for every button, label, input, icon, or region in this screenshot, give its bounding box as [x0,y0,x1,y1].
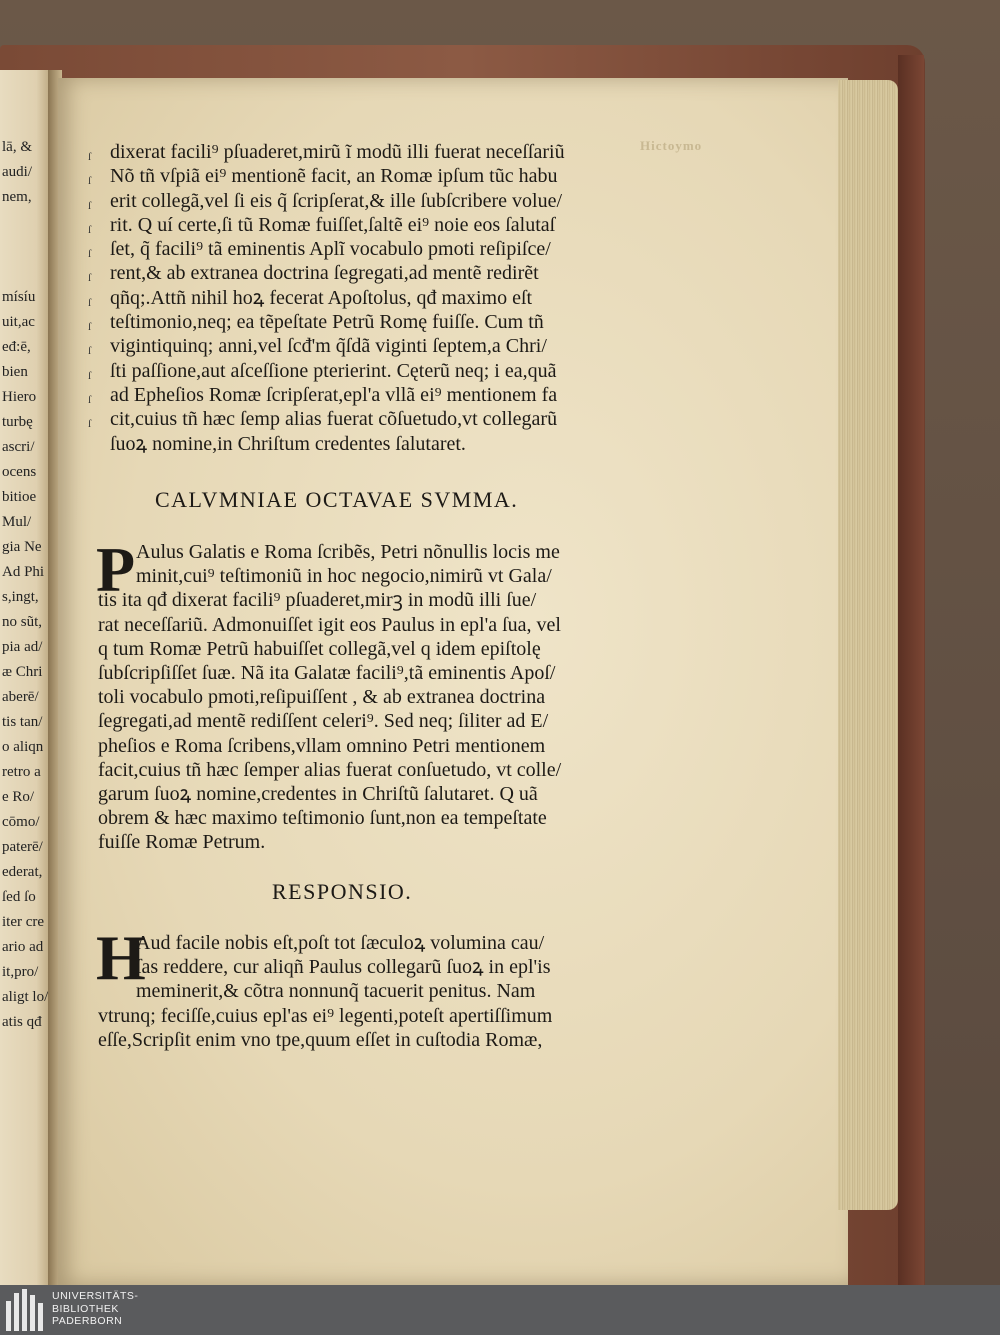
left-page-fragment: bien [2,364,28,380]
text-line: obrem & hæc maximo teſtimonio ſunt,non ea tempeſtate [98,807,547,830]
left-page-fragment: ario ad [2,939,44,955]
margin-marks: ſ ſ ſ ſ ſ ſ ſ ſ ſ ſ ſ ſ [88,151,92,431]
text-line: qñq;.Attñ nihil hoꝝ fecerat Apoſtolus, qđ maximo eſt [110,286,533,309]
text-line: ſet, q̃ facili⁹ tã eminentis Aplĩ vocabulo pmoti reſipiſce/ [110,238,551,261]
left-page-fragment: paterē/ [2,839,43,855]
left-page-fragment: pia ad/ [2,639,43,655]
left-page-fragment: tis tan/ [2,714,43,730]
left-page-fragment: no sũt, [2,614,43,630]
left-page-fragment: gia Ne [2,539,42,555]
library-name-line: UNIVERSITÄTS- [52,1290,139,1302]
library-logo-icon [6,1289,46,1331]
left-page-fragment: ſed ſo [2,889,36,905]
text-line: Aud facile nobis eſt,poſt tot ſæculoꝝ volumina cau/ [136,932,545,954]
library-name-line: PADERBORN [52,1315,123,1327]
library-name-line: BIBLIOTHEK [52,1302,119,1315]
text-line: cit,cuius tñ hæc ſemp alias fuerat cõſuetudo,vt collegarũ [110,408,558,431]
text-line: facit,cuius tñ hæc ſemper alias fuerat conſuetudo, vt colle/ [98,758,562,781]
left-page-fragment: ocens [2,464,37,480]
left-page-fragment: Ad Phi [2,564,45,580]
left-page-fragment: lā, & [2,139,32,155]
text-line: Aulus Galatis e Roma ſcribẽs, Petri nõnullis locis me [136,541,560,563]
fore-edge [838,80,898,1210]
text-line: rit. Q uí certe,ſi tũ Romæ fuiſſet,ſaltẽ ei⁹ noie eos ſalutaſ [110,213,556,236]
left-page-fragment: it,pro/ [2,964,39,980]
heading-responsio: RESPONSIO. [272,879,413,904]
dropcap-p: P [96,534,136,605]
text-line: vigintiquinq; anni,vel ſcđ'm q̃ſdã viginti ſeptem,a Chri/ [110,335,547,358]
left-page-fragment: ascri/ [2,439,35,455]
show-through-header: Hictoymo [640,138,703,153]
text-line: tis ita qđ dixerat facili⁹ pſuaderet,mirꝫ in modũ illi ſue/ [98,589,537,612]
left-page-fragment: eđ:ē, [2,339,31,355]
left-page-fragment: ederat, [2,864,43,880]
text-line: q tum Romæ Petrũ habuiſſet collegã,vel q idem epiſtolę [98,637,541,660]
text-line: ſti paſſione,aut aſceſſione pterierint. Cęterũ neq; i ea,quã [110,359,557,382]
text-line: garum ſuoꝝ nomine,credentes in Chriſtũ ſalutaret. Q uã [98,783,538,806]
text-line: teſtimonio,neq; ea tẽpeſtate Petrũ Romę fuiſſe. Cum tñ [110,311,544,334]
text-line: ſegregati,ad mentẽ rediſſent celeri⁹. Sed neq; ſiliter ad E/ [98,710,549,733]
heading-calumniae: CALVMNIAE OCTAVAE SVMMA. [155,487,519,512]
library-name [52,1290,138,1328]
left-page-fragment: Hiero [2,389,37,405]
left-page-fragment: e Ro/ [2,789,35,805]
text-line: dixerat facili⁹ pſuaderet,mirũ ĩ modũ illi fuerat neceſſariũ [110,141,565,163]
left-page-fragment: retro a [2,764,41,780]
text-line: Nõ tñ vſpiã ei⁹ mentionẽ facit, an Romæ ipſum tũc habu [110,165,558,188]
spine-edge [898,55,924,1285]
text-line: vtrunq; feciſſe,cuius epl'as ei⁹ legenti,poteſt apertiſſimum [98,1004,553,1027]
left-page-fragment: atis qđ [2,1014,42,1030]
text-line: pheſios e Roma ſcribens,vllam omnino Petri mentionem [98,734,546,757]
text-line: ſuoꝝ nomine,in Chriſtum credentes ſalutaret. [110,432,466,455]
text-line: rat neceſſariũ. Admonuiſſet igit eos Paulus in epl'a ſua, vel [98,613,561,636]
left-page-fragment: cōmo/ [2,814,40,830]
left-page-fragment: bitioe [2,489,37,505]
text-line: ad Epheſios Romæ ſcripſerat,epl'a vllã ei⁹ mentionem fa [110,383,558,406]
left-page-fragment: Mul/ [2,514,32,530]
text-line: fuiſſe Romæ Petrum. [98,831,266,854]
left-page-fragment: æ Chri [2,664,43,680]
left-page-fragment: nem, [2,189,32,205]
left-page-fragment: turbę [2,414,33,430]
text-line: ſubſcripſiſſet ſuæ. Nã ita Galatæ facili⁹,tã eminentis Apoſ/ [98,662,556,685]
calumniae-paragraph [96,534,638,855]
left-page-fragment: aberē/ [2,689,39,705]
text-line: erit collegã,vel ſi eis q̃ ſcripſerat,& ille ſubſcribere volue/ [110,189,563,212]
text-line: eſſe,Scripſit enim vno tpe,quum eſſet in cuſtodia Romæ, [98,1028,543,1051]
library-footer [0,1285,1000,1335]
dropcap-h: H [96,922,146,993]
responsio-paragraph [98,931,638,1052]
left-page-fragment: aligt lo/ [2,989,49,1005]
left-page-fragment: uit,ac [2,314,35,330]
left-page [0,70,52,1285]
left-page-fragment: mísíu [2,289,36,305]
text-line: toli vocabulo pmoti,reſipuiſſent , & ab extranea doctrina [98,686,546,709]
text-line: meminerit,& cõtra nonnunq̃ tacuerit penitus. Nam [136,980,536,1003]
left-page-fragment: s,ingt, [2,589,39,605]
left-page-fragment: iter cre [2,914,45,930]
text-line: ſas reddere, cur aliqñ Paulus collegarũ ſuoꝝ in epl'is [136,956,551,979]
left-page-fragment: audi/ [2,164,32,180]
text-line: minit,cui⁹ teſtimoniũ in hoc negocio,nimirũ vt Gala/ [136,565,552,588]
top-paragraph [110,140,630,456]
left-page-fragment: o aliqn [2,739,44,755]
text-line: rent,& ab extranea doctrina ſegregati,ad mentẽ redirẽt [110,262,539,285]
